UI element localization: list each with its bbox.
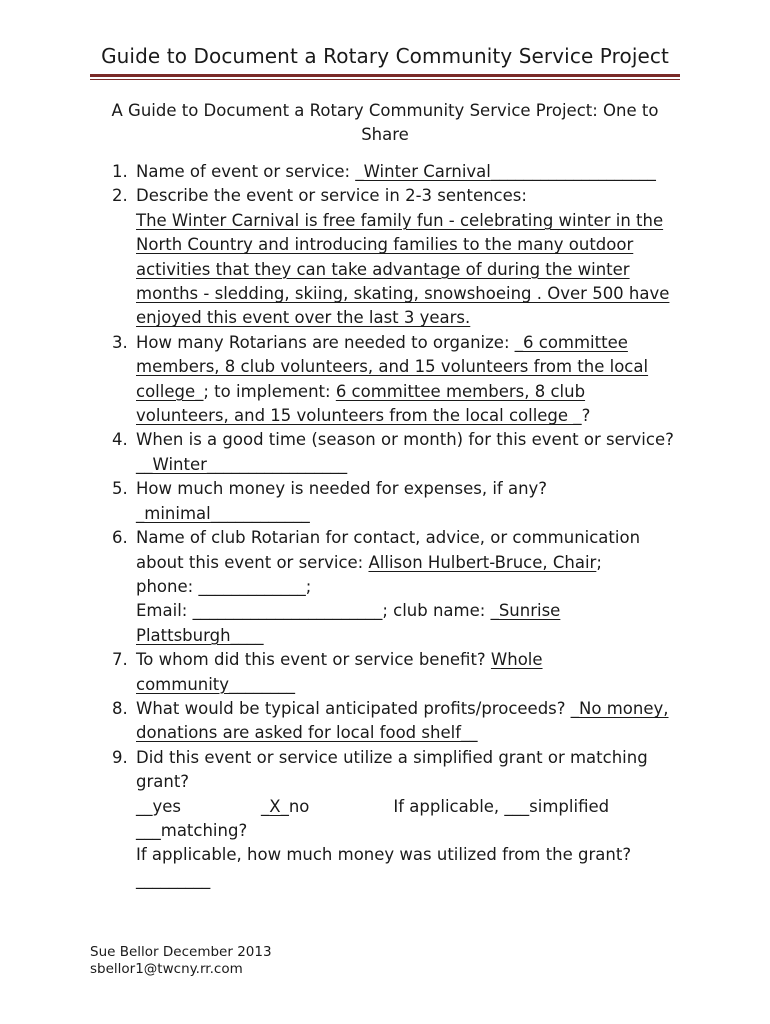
question-number: 4. (112, 430, 128, 450)
footer-email: sbellor1@twcny.rr.com (90, 961, 243, 977)
header-rule-thin (90, 79, 680, 80)
question-1 (112, 160, 682, 184)
question-text: How many Rotarians are needed to organize: (136, 332, 515, 352)
question-text: Name of event or service: (136, 162, 356, 181)
punctuation: ; (305, 576, 312, 596)
answer-proceeds: _No money, donations are asked for local food shelf (136, 698, 669, 743)
question-grant-amount: If applicable, how much money was utilized from the grant? (136, 845, 632, 865)
question-9 (112, 746, 682, 892)
question-end-mark: ? (581, 406, 591, 426)
answer-blank: ________ (229, 674, 296, 694)
answer-organize: _6 committee members, 8 club volunteers, and 15 volunteers from the local college_ (136, 332, 649, 401)
email-blank: _______________________ (192, 601, 383, 621)
footer-author-date: Sue Bellor December 2013 (90, 944, 272, 960)
club-name-label: ; club name: (382, 601, 491, 621)
question-number: 8. (112, 698, 128, 718)
question-4 (112, 428, 682, 477)
answer-club-name: _Sunrise Plattsburgh (136, 601, 561, 645)
question-number: 3. (112, 332, 128, 352)
answer-contact-name: Allison Hulbert-Bruce, Chair (368, 552, 597, 572)
answer-blank: ____________________ (490, 162, 656, 181)
question-text: What would be typical anticipated profits/proceeds? (136, 698, 571, 718)
question-number: 7. (112, 650, 128, 670)
punctuation: ; (596, 552, 602, 572)
question-text: When is a good time (season or month) for this event or service? (136, 430, 674, 450)
question-7 (112, 648, 682, 697)
question-text: To whom did this event or service benefit? (136, 650, 491, 670)
question-text-implement: ; to implement: (203, 381, 336, 401)
answer-expenses: _minimal (136, 503, 211, 523)
answer-blank: ____ (230, 625, 264, 645)
question-8 (112, 697, 682, 746)
email-label: Email: (136, 601, 193, 621)
question-text: Name of club Rotarian for contact, advice, or communication about this event or service: (136, 528, 641, 572)
phone-blank: _____________ (198, 576, 306, 596)
question-number: 5. (112, 479, 128, 499)
answer-event-name: _Winter Carnival (355, 162, 491, 181)
answer-implement: 6 committee members, 8 club volunteers, and 15 volunteers from the local college _ (136, 381, 586, 426)
question-number: 9. (112, 747, 128, 767)
question-2 (112, 184, 682, 330)
question-text: Describe the event or service in 2-3 sentences: (136, 186, 527, 206)
option-no-mark: X (269, 796, 281, 816)
question-number: 2. (112, 186, 128, 206)
question-text: How much money is needed for expenses, if any? (136, 479, 548, 499)
option-matching: ___matching? (136, 820, 248, 840)
question-list (112, 160, 682, 892)
grant-amount-blank: _________ (136, 869, 211, 889)
option-simplified: If applicable, ___simplified (393, 796, 610, 816)
answer-season: __Winter (136, 454, 207, 474)
document-subtitle: A Guide to Document a Rotary Community Service Project: One to Share (111, 101, 659, 145)
question-text: Did this event or service utilize a simplified grant or matching grant? (136, 747, 648, 792)
answer-description: The Winter Carnival is free family fun - celebrating winter in the North Country and introducing families to the many outdoor activities that they can take advantage of during the winter months - sledding, skiing, skating, snowshoeing . Over 500 have enjoyed this event over the last 3 years. (136, 210, 670, 328)
question-5 (112, 477, 682, 526)
phone-label: phone: (136, 576, 199, 596)
answer-blank: ____________ (210, 503, 310, 523)
question-6 (112, 526, 682, 648)
footer (90, 944, 272, 978)
option-no: _no (280, 796, 310, 816)
header-rule-thick (90, 74, 680, 77)
question-3 (112, 331, 682, 429)
page-header-title: Guide to Document a Rotary Community Service Project (101, 44, 669, 68)
answer-blank: _________________ (206, 454, 348, 474)
option-yes: __yes (136, 796, 182, 816)
question-number: 6. (112, 528, 128, 548)
question-number: 1. (112, 162, 128, 181)
answer-blank: __ (461, 723, 478, 743)
answer-beneficiary: Whole community (136, 650, 543, 694)
option-no-prefix: _ (261, 796, 270, 816)
